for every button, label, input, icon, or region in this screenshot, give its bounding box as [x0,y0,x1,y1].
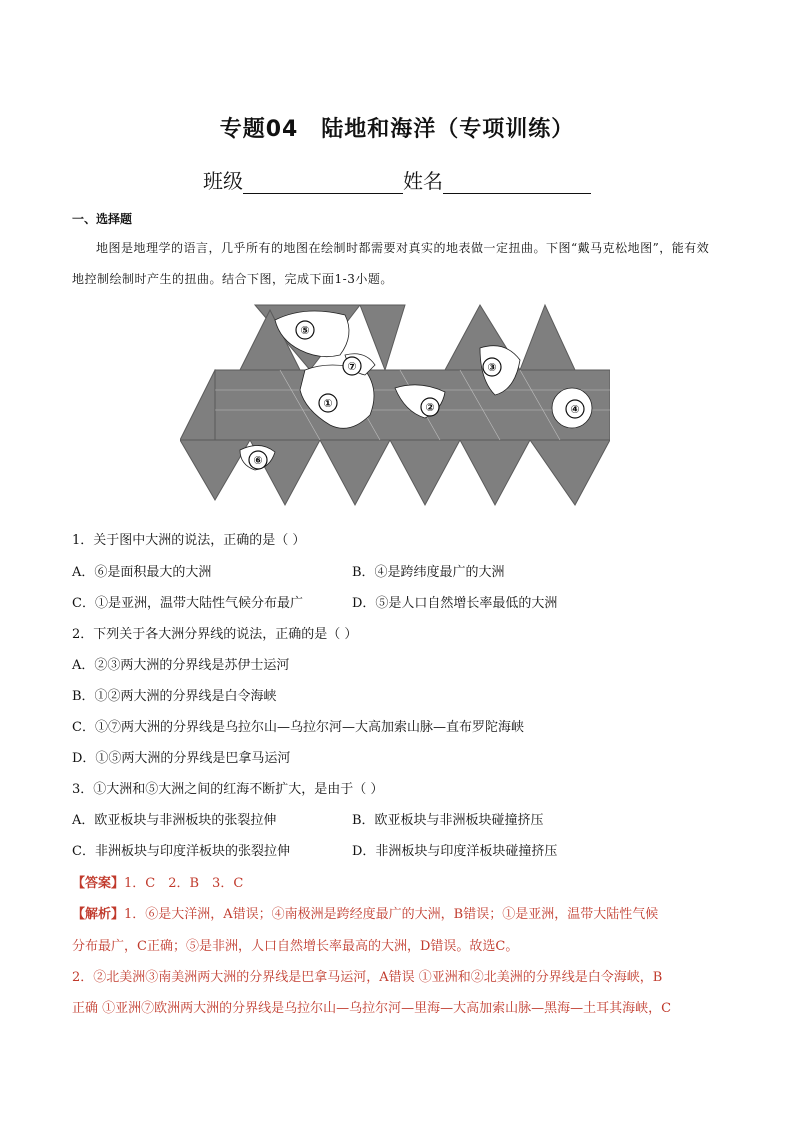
map-label-7: ⑦ [347,360,357,373]
question-3-option-d: D．非洲板块与印度洋板块碰撞挤压 [352,844,558,859]
analysis-label: 【解析】 [72,907,125,922]
class-label: 班级 [203,169,243,193]
question-2-option-a: A．②③两大洲的分界线是苏伊士运河 [72,658,290,673]
analysis-line-3: 2．②北美洲③南美洲两大洲的分界线是巴拿马运河，A错误 ①亚洲和②北美洲的分界线是白令海峡，B [72,970,663,985]
map-label-1: ① [323,397,333,410]
question-2-option-b: B．①②两大洲的分界线是白令海峡 [72,689,277,704]
question-3-option-c: C．非洲板块与印度洋板块的张裂拉伸 [72,844,290,859]
question-3-option-b: B．欧亚板块与非洲板块碰撞挤压 [352,813,544,828]
map-label-4: ④ [570,403,580,416]
map-label-6: ⑥ [253,454,263,467]
class-name-line [0,165,794,194]
answer-line [72,872,243,891]
answer-text: 1．C 2．B 3．C [124,876,244,891]
question-2-stem: 2．下列关于各大洲分界线的说法，正确的是（ ） [72,627,358,642]
class-blank [243,171,403,194]
page-title: 专题04 陆地和海洋（专项训练） [219,117,575,142]
intro-paragraph: 地图是地理学的语言，几乎所有的地图在绘制时都需要对真实的地表做一定扭曲。下图“戴马克松地图”，能有效地控制绘制时产生的扭曲。结合下图，完成下面1-3小题。 [72,241,710,286]
question-3-stem: 3．①大洲和⑤大洲之间的红海不断扩大，是由于（ ） [72,782,384,797]
answer-label: 【答案】 [72,876,125,891]
question-3-option-a: A．欧亚板块与非洲板块的张裂拉伸 [72,813,277,828]
analysis-text-1: 1．⑥是大洋洲，A错误；④南极洲是跨经度最广的大洲，B错误；①是亚洲，温带大陆性气候 [124,907,659,922]
question-1-option-c: C．①是亚洲，温带大陆性气候分布最广 [72,596,303,611]
question-1-option-d: D．⑤是人口自然增长率最低的大洲 [352,596,558,611]
question-1-option-b: B．④是跨纬度最广的大洲 [352,565,505,580]
map-label-5: ⑤ [300,324,310,337]
question-1-stem: 1．关于图中大洲的说法，正确的是（ ） [72,533,306,548]
question-2-option-d: D．①⑤两大洲的分界线是巴拿马运河 [72,751,291,766]
name-label: 姓名 [403,169,443,193]
name-blank [443,171,591,194]
analysis-line-2: 分布最广，C正确；⑤是非洲，人口自然增长率最高的大洲，D错误。故选C。 [72,939,519,954]
dymaxion-map [180,300,610,510]
question-2-option-c: C．①⑦两大洲的分界线是乌拉尔山—乌拉尔河—大高加索山脉—直布罗陀海峡 [72,720,524,735]
section-heading: 一、选择题 [72,212,133,226]
map-label-3: ③ [487,361,497,374]
ocean-facets [180,305,610,505]
analysis-line-1 [72,903,658,922]
analysis-line-4: 正确 ①亚洲⑦欧洲两大洲的分界线是乌拉尔山—乌拉尔河—里海—大高加索山脉—黑海—土耳其海峡，C [72,1001,672,1016]
map-label-2: ② [425,401,435,414]
question-1-option-a: A．⑥是面积最大的大洲 [72,565,212,580]
